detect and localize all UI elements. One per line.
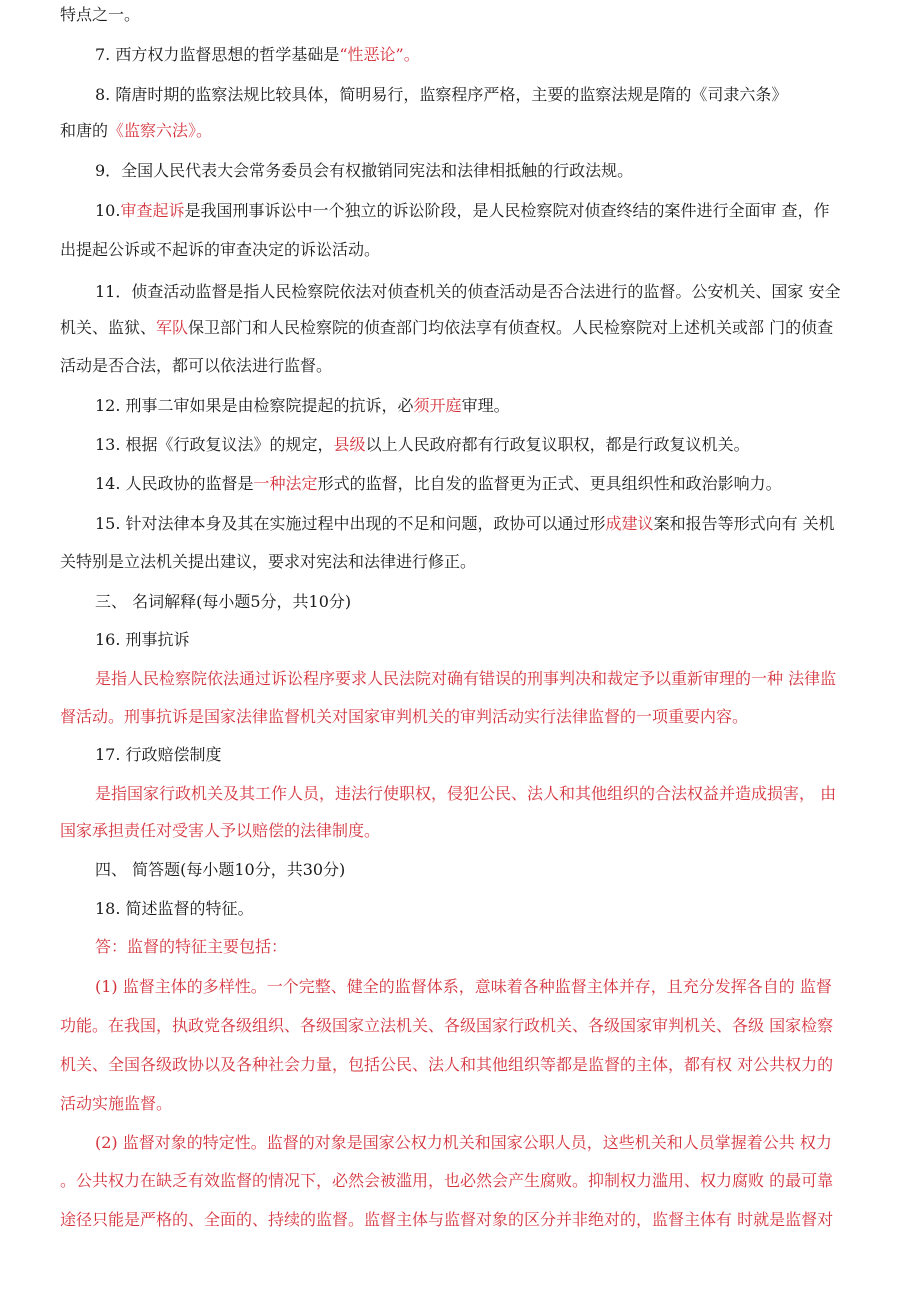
text-segment: 保卫部门和人民检察院的侦查部门均依法享有侦查权。人民检察院对上述机关或部 门的侦查 [188,318,834,337]
text-line [60,1210,865,1230]
answer-highlight: 成建议 [605,514,654,533]
text-segment: 机关、监狱、 [60,318,157,337]
answer-highlight: “性恶论”。 [339,45,420,64]
text-segment: 是我国刑事诉讼中一个独立的诉讼阶段，是人民检察院对侦查终结的案件进行全面审 查，作 [184,201,830,220]
text-segment: 12. 刑事二审如果是由检察院提起的抗诉，必 [95,396,414,415]
answer-text: 督活动。刑事抗诉是国家法律监督机关对国家审判机关的审判活动实行法律监督的一项重要内容。 [60,707,749,726]
answer-text: 。公共权力在缺乏有效监督的情况下，必然会被滥用，也必然会产生腐败。抑制权力滥用、权力腐败 的最可靠 [60,1171,834,1190]
answer-18-intro [95,937,865,957]
question-title: 17. 行政赔偿制度 [95,745,222,764]
text-line [60,356,865,376]
text-segment: 关特别是立法机关提出建议，要求对宪法和法律进行修正。 [60,552,477,571]
section-title: 三、 名词解释(每小题5分，共10分) [95,592,352,611]
text-segment: 11．侦查活动监督是指人民检察院依法对侦查机关的侦查活动是否合法进行的监督。公安机关、国家 安全 [95,282,841,301]
text-segment: 特点之一。 [60,5,141,24]
text-segment: 以上人民政府都有行政复议职权，都是行政复议机关。 [365,435,750,454]
answer-10 [95,201,865,221]
text-segment: 活动是否合法，都可以依法进行监督。 [60,356,333,375]
text-segment: 13. 根据《行政复议法》的规定， [95,435,334,454]
answer-14 [95,474,865,494]
answer-text: (1) 监督主体的多样性。一个完整、健全的监督体系，意味着各种监督主体并存，且充分发挥各自的 监督 [95,977,832,996]
text-segment: 出提起公诉或不起诉的审查决定的诉讼活动。 [60,240,381,259]
answer-text: 活动实施监督。 [60,1094,173,1113]
text-line [60,121,865,141]
question-18 [95,899,865,919]
text-line [60,1094,865,1114]
answer-text: 国家承担责任对受害人予以赔偿的法律制度。 [60,821,381,840]
text-line [60,552,865,572]
answer-text: 是指国家行政机关及其工作人员，违法行使职权，侵犯公民、法人和其他组织的合法权益并造成损害， 由 [95,784,837,803]
section-heading-4 [95,860,865,880]
section-heading-3 [95,592,865,612]
text-segment: 14. 人民政协的监督是 [95,474,254,493]
text-line [60,1055,865,1075]
text-segment: 10. [95,201,121,220]
answer-8 [95,85,865,105]
text-segment: 15. 针对法律本身及其在实施过程中出现的不足和问题，政协可以通过形 [95,514,606,533]
answer-9 [95,161,865,181]
question-title: 18. 简述监督的特征。 [95,899,254,918]
answer-17 [95,784,865,804]
answer-text: 机关、全国各级政协以及各种社会力量，包括公民、法人和其他组织等都是监督的主体，都有权 对公共权力的 [60,1055,834,1074]
answer-highlight: 须开庭 [413,396,462,415]
answer-highlight: 一种法定 [253,474,318,493]
answer-highlight: 《监察六法》。 [108,121,213,140]
text-segment: 审理。 [461,396,510,415]
answer-11 [95,282,865,302]
answer-13 [95,435,865,455]
text-line [60,240,865,260]
text-line [60,1171,865,1191]
text-segment: 9．全国人民代表大会常务委员会有权撤销同宪法和法律相抵触的行政法规。 [95,161,634,180]
text-segment: 8. 隋唐时期的监察法规比较具体，简明易行，监察程序严格，主要的监察法规是隋的《司隶六条》 [95,85,788,104]
text-line [60,821,865,841]
question-16 [95,630,865,650]
text-line [60,707,865,727]
answer-highlight: 审查起诉 [120,201,185,220]
text-segment: 形式的监督，比自发的监督更为正式、更具组织性和政治影响力。 [317,474,782,493]
answer-highlight: 军队 [156,318,189,337]
answer-text: 功能。在我国，执政党各级组织、各级国家立法机关、各级国家行政机关、各级国家审判机关、各级 国家检察 [60,1016,834,1035]
text-line [60,1016,865,1036]
answer-16 [95,669,865,689]
answer-18-point-1 [95,977,865,997]
question-17 [95,745,865,765]
answer-highlight: 县级 [333,435,366,454]
text-segment: 案和报告等形式向有 关机 [653,514,835,533]
text-line [60,318,865,338]
answer-15 [95,514,865,534]
answer-text: 是指人民检察院依法通过诉讼程序要求人民法院对确有错误的刑事判决和裁定予以重新审理的一种 法律监 [95,669,837,688]
answer-12 [95,396,865,416]
text-segment: 和唐的 [60,121,109,140]
question-title: 16. 刑事抗诉 [95,630,190,649]
answer-text: 途径只能是严格的、全面的、持续的监督。监督主体与监督对象的区分并非绝对的，监督主体有 时就是监督对 [60,1210,834,1229]
section-title: 四、 简答题(每小题10分，共30分) [95,860,346,879]
answer-18-point-2 [95,1133,865,1153]
answer-7 [95,45,865,65]
text-line [60,5,865,25]
answer-text: (2) 监督对象的特定性。监督的对象是国家公权力机关和国家公职人员，这些机关和人员掌握着公共 权力 [95,1133,832,1152]
answer-text: 答：监督的特征主要包括： [95,937,288,956]
text-segment: 7. 西方权力监督思想的哲学基础是 [95,45,340,64]
